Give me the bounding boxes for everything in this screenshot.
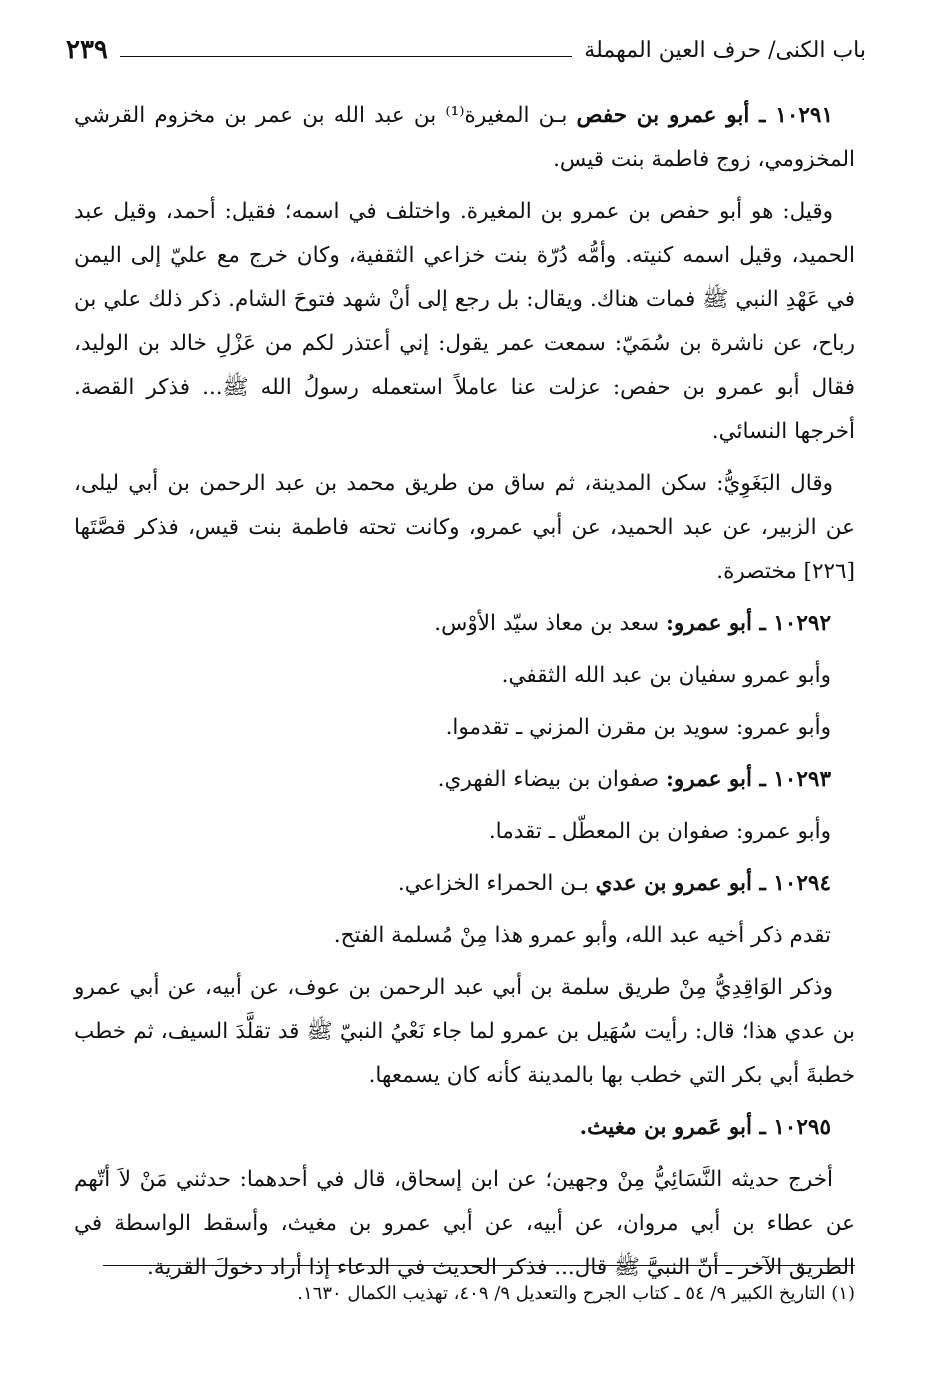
entry-10291: [74, 94, 855, 182]
paragraph: وذكر الوَاقِدِيُّ مِنْ طريق سلمة بن أبي عبد الرحمن بن عوف، عن أبيه، عن أبي عمرو بن عدي هذا؛ قال: رأيت سُهَيل بن عمرو لما جاء نَعْيُ النبيّ ﷺ قد تقلَّدَ السيف، ثم خطب خطبةَ أبي بكر التي خطب بها بالمدينة كأنه كان يسمعها.: [74, 975, 855, 1088]
entry-head: ١٠٢٩٤ ـ أبو عمرو بن عدي: [595, 871, 831, 896]
line: وأبو عمرو: سويد بن مقرن المزني ـ تقدموا.: [445, 715, 831, 740]
entry-10294: [74, 862, 855, 906]
entry-10293: [74, 758, 855, 802]
paragraph: وقال البَغَوِيُّ: سكن المدينة، ثم ساق من طريق محمد بن عبد الرحمن بن أبي ليلى، عن الزبير، عن عبد الحميد، عن أبي عمرو، وكانت تحته فاطمة بنت قيس، فذكر قصَّتَها [٢٢٦] مختصرة.: [74, 471, 855, 584]
entry-text: بـن المغيرة⁽¹⁾ بن عبد الله بن عمر بن مخزوم القرشي المخزومي، زوج فاطمة بنت قيس.: [74, 103, 855, 172]
entry-head: ١٠٢٩٣ ـ أبو عمرو:: [665, 767, 831, 792]
page-header: [66, 30, 866, 70]
paragraph: أخرج حديثه النَّسَائِيُّ مِنْ وجهين؛ عن ابن إسحاق، قال في أحدهما: حدثني مَنْ لاَ أتّهم عن عطاء بن أبي مروان، عن أبيه، عن أبي عمرو بن مغيث، وأسقط الواسطة في الطريق الآخر ـ أنّ النبيَّ ﷺ قال... فذكر الحديث في الدعاء إذا أراد دخولَ القرية.: [74, 1167, 855, 1280]
line: تقدم ذكر أخيه عبد الله، وأبو عمرو هذا مِنْ مُسلمة الفتح.: [333, 923, 831, 948]
entry-head: ١٠٢٩١ ـ أبو عمرو بن حفص: [576, 103, 834, 128]
entry-text: صفوان بن بيضاء الفهري.: [437, 767, 666, 792]
entry-10292: [74, 602, 855, 646]
header-rule: [120, 44, 572, 57]
entry-head: ١٠٢٩٥ ـ أبو عَمرو بن مغيث.: [579, 1115, 831, 1140]
footnote-rule: [103, 1265, 855, 1266]
footnote: (١) التاريخ الكبير ٩/ ٥٤ ـ كتاب الجرح والتعديل ٩/ ٤٠٩، تهذيب الكمال ١٦٣٠.: [297, 1283, 855, 1304]
line: وأبو عمرو: صفوان بن المعطّل ـ تقدما.: [488, 819, 831, 844]
line: وأبو عمرو سفيان بن عبد الله الثقفي.: [501, 663, 831, 688]
page-number: ٢٣٩: [66, 35, 108, 65]
running-title: باب الكنى/ حرف العين المهملة: [584, 37, 866, 63]
paragraph: وقيل: هو أبو حفص بن عمرو بن المغيرة. واختلف في اسمه؛ فقيل: أحمد، وقيل عبد الحميد، وقيل اسمه كنيته. وأمُّه دُرّة بنت خزاعي الثقفية، وكان خرج مع عليّ إلى اليمن في عَهْدِ النبي ﷺ فمات هناك. ويقال: بل رجع إلى أنْ شهد فتوحَ الشام. ذكر ذلك علي بن رباح، عن ناشرة بن سُمَيّ: سمعت عمر يقول: إني أعتذر لكم من عَزْلِ خالد بن الوليد، فقال أبو عمرو بن حفص: عزلت عنا عاملاً استعمله رسولُ الله ﷺ... فذكر القصة. أخرجها النسائي.: [74, 199, 855, 444]
entry-10295: [74, 1106, 855, 1150]
entry-text: سعد بن معاذ سيّد الأوْس.: [434, 611, 666, 636]
page-body: [74, 94, 855, 1298]
entry-text: بـن الحمراء الخزاعي.: [397, 871, 596, 896]
entry-head: ١٠٢٩٢ ـ أبو عمرو:: [665, 611, 831, 636]
